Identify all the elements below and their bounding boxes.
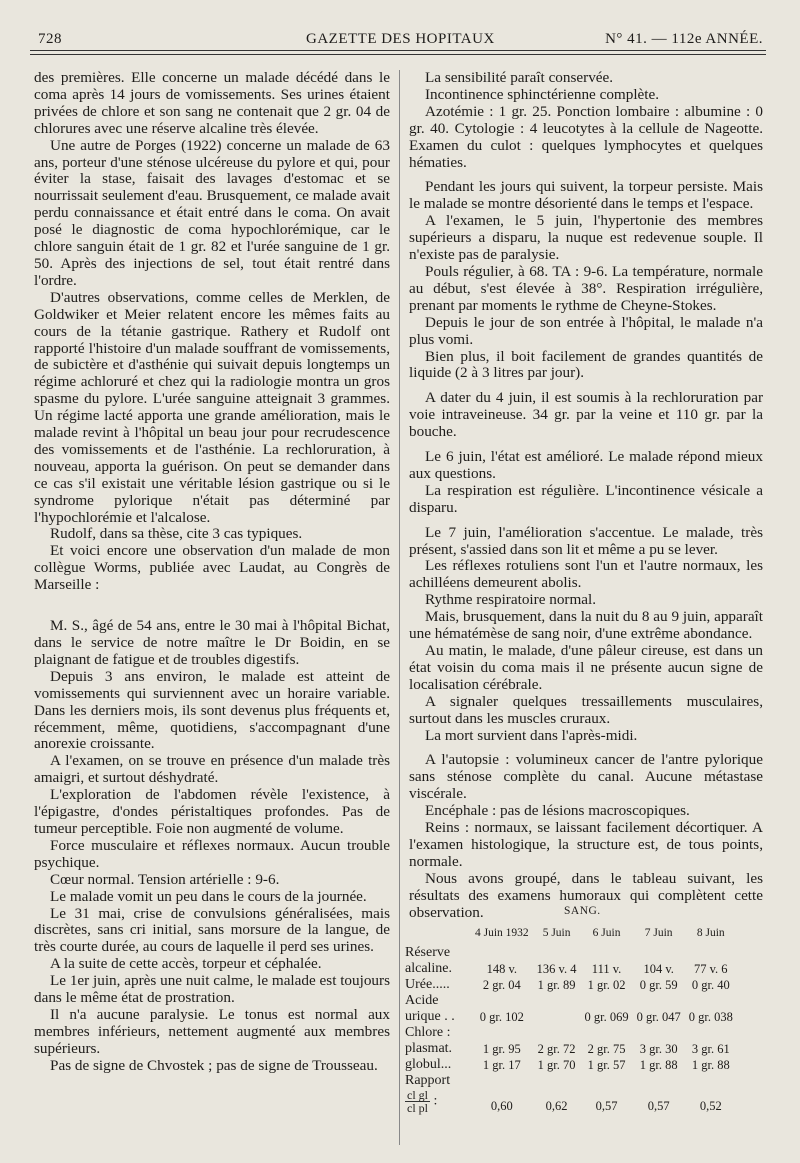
paragraph: Azotémie : 1 gr. 25. Ponction lombaire : albumine : 0 gr. 40. Cytologie : 4 leucotytes à la cellule de Nageotte. Examen du culot : quelques lymphocytes et quelques hématies. — [409, 102, 763, 171]
paragraph: La mort survient dans l'après-midi. — [425, 726, 638, 744]
paragraph: M. S., âgé de 54 ans, entre le 30 mai à l'hôpital Bichat, dans le service de notre maître le Dr Boidin, en se plaignant de fatigue et de troubles digestifs. — [34, 617, 390, 668]
column-separator — [399, 70, 400, 1145]
paragraph: A l'examen, on se trouve en présence d'un malade très amaigri, et surtout déshydraté. — [34, 752, 390, 787]
table-cell: 1 gr. 70 — [537, 1058, 576, 1072]
table-cell: 1 gr. 17 — [482, 1058, 521, 1072]
table-cell: 0 gr. 40 — [691, 978, 730, 992]
table-cell: 136 v. 4 — [536, 962, 577, 976]
table-row — [401, 1025, 737, 1041]
paragraph: Les réflexes rotuliens sont l'un et l'autre normaux, les achilléens demeurent abolis. — [409, 557, 763, 592]
paragraph: Le 1er juin, après une nuit calme, le malade est toujours dans le même état de prostration. — [34, 972, 390, 1007]
column-header: 8 Juin — [696, 927, 725, 939]
right-column — [409, 70, 763, 922]
table-cell: 148 v. — [486, 962, 518, 976]
paragraph: Encéphale : pas de lésions macroscopiques. — [425, 802, 690, 820]
paragraph: D'autres observations, comme celles de Merklen, de Goldwiker et Meier relatent encore les mêmes faits au cours de la tétanie gastrique. Rathery et Rudolf ont rapporté l'histoire d'un malade souffrant de vomissements, de subictère et d'asthénie qui suivait depuis longtemps un régime achloruré et chez qui la radiologie montra un gros spasme du pylore. L'urée sanguine atteignait 3 grammes. Un régime lacté apporta une grande amélioration, mais le malade revint à l'hôpital un beau jour pour recrudescence des vomissements et de l'asthénie. La rechloruration, à nouveau, apporta la guérison. On peut se demander dans ce cas s'il existait une véritable lésion gastrique ou si le syndrome pylorique n'était pas déterminé par l'hypochlorémie et l'alcalose. — [34, 288, 390, 526]
paragraph: Le malade vomit un peu dans le cours de la journée. — [50, 887, 367, 905]
paragraph: La respiration est régulière. L'incontinence vésicale a disparu. — [409, 481, 763, 516]
table-cell: 1 gr. 57 — [587, 1058, 626, 1072]
paragraph: Depuis le jour de son entrée à l'hôpital, le malade n'a plus vomi. — [409, 313, 763, 348]
table-row — [401, 945, 737, 961]
issue-number: N° 41. — 112e ANNÉE. — [605, 31, 763, 47]
row-label: Rapport — [405, 1073, 451, 1088]
table-row — [401, 1057, 737, 1073]
paragraph: Incontinence sphinctérienne complète. — [425, 85, 660, 103]
column-header: 5 Juin — [542, 927, 571, 939]
left-column — [34, 70, 390, 1075]
paragraph: A la suite de cette accès, torpeur et céphalée. — [50, 955, 322, 973]
paragraph: Bien plus, il boit facilement de grandes quantités de liquide (2 à 3 litres par jour). — [409, 347, 763, 382]
page-number: 728 — [38, 31, 62, 47]
ratio-fraction — [405, 1089, 430, 1114]
table-cell: 0,57 — [595, 1099, 618, 1113]
paragraph: Reins : normaux, se laissant facilement décortiquer. A l'examen histologique, la structure est, de tous points, normale. — [409, 819, 763, 870]
table-cell: 104 v. — [643, 962, 674, 976]
paragraph: A l'autopsie : volumineux cancer de l'antre pylorique sans sténose complète du canal. Aucune métastase viscérale. — [409, 751, 763, 803]
table-cell: 1 gr. 89 — [537, 978, 576, 992]
paragraph: Nous avons groupé, dans le tableau suivant, les résultats des examens humoraux qui complètent cette observation. — [409, 869, 763, 921]
row-label: plasmat. — [405, 1041, 453, 1056]
table-header-row — [401, 927, 737, 945]
paragraph: Le 7 juin, l'amélioration s'accentue. Le malade, très présent, s'assied dans son lit et même a pu se lever. — [409, 523, 763, 558]
table-cell: 0,52 — [699, 1099, 722, 1113]
row-label: Urée..... — [405, 977, 450, 992]
table-row — [401, 993, 737, 1009]
row-label: Réserve — [405, 945, 451, 960]
table-cell: 0,57 — [647, 1099, 670, 1113]
table-cell: 1 gr. 88 — [639, 1058, 678, 1072]
running-header — [38, 28, 763, 50]
table-cell: 0 gr. 102 — [479, 1010, 524, 1024]
row-label: globul... — [405, 1057, 452, 1072]
ratio-numerator: cl gl — [407, 1088, 428, 1102]
table-cell: 3 gr. 30 — [639, 1042, 678, 1056]
paragraph: A l'examen, le 5 juin, l'hypertonie des membres supérieurs a disparu, la nuque est redevenue souple. Il n'existe pas de paralysie. — [409, 212, 763, 264]
table-cell: 2 gr. 04 — [482, 978, 521, 992]
paragraph: Pendant les jours qui suivent, la torpeur persiste. Mais le malade se montre désorienté dans le temps et l'espace. — [409, 178, 763, 213]
journal-title: GAZETTE DES HOPITAUX — [306, 31, 495, 47]
paragraph: Le 31 mai, crise de convulsions généralisées, mais discrètes, sans cri initial, sans morsure de la langue, de très courte durée, au cours de laquelle il perd ses urines. — [34, 904, 390, 956]
paragraph: Une autre de Porges (1922) concerne un malade de 63 ans, porteur d'une sténose ulcéreuse du pylore et qui, pour éviter la stase, faisait des lavages d'estomac et se nourrissait seulement d'eau. Brusquement, ce malade avait perdu connaissance et était entré dans le coma. On avait posé le diagnostic de coma hypochlorémique, car le chlore sanguin était de 1 gr. 82 et l'urée sanguine de 1 gr. 50. Après des injections de sel, tout était rentré dans l'ordre. — [34, 136, 390, 289]
header-rule — [30, 54, 766, 55]
row-label: Chlore : — [405, 1025, 451, 1040]
ratio-denominator: cl pl — [407, 1101, 428, 1115]
table-row-ratio — [401, 1089, 737, 1114]
table-title: SANG. — [564, 905, 601, 917]
paragraph: Cœur normal. Tension artérielle : 9-6. — [50, 870, 280, 888]
row-label: urique . . — [405, 1009, 455, 1024]
table-cell: 77 v. 6 — [693, 962, 728, 976]
paragraph: Et voici encore une observation d'un malade de mon collègue Worms, publiée avec Laudat, au Congrès de Marseille : — [34, 542, 390, 594]
table-cell: 0 gr. 038 — [688, 1010, 733, 1024]
paragraph: L'exploration de l'abdomen révèle l'existence, à l'épigastre, d'ondes péristaltiques profondes. Pas de tumeur perceptible. Foie non augmenté de volume. — [34, 786, 390, 837]
ratio-separator: : — [433, 1093, 438, 1109]
paragraph: Depuis 3 ans environ, le malade est atteint de vomissements qui surviennent avec un horaire variable. Dans les derniers mois, ils sont devenus plus fréquents et, récemment, même, quotidiens, s'accompagnant d'une anorexie croissante. — [34, 667, 390, 753]
ratio-label — [401, 1089, 471, 1114]
paragraph: Le 6 juin, l'état est amélioré. Le malade répond mieux aux questions. — [409, 448, 763, 482]
table-row — [401, 961, 737, 977]
column-header: 6 Juin — [592, 927, 621, 939]
paragraph: A signaler quelques tressaillements musculaires, surtout dans les muscles cruraux. — [409, 692, 763, 727]
paragraph: A dater du 4 juin, il est soumis à la rechloruration par voie intraveineuse. 34 gr. par la veine et 110 gr. par la bouche. — [409, 389, 763, 441]
paragraph: La sensibilité paraît conservée. — [425, 69, 614, 86]
paragraph: Rudolf, dans sa thèse, cite 3 cas typiques. — [50, 525, 303, 543]
table-cell: 0,62 — [545, 1099, 568, 1113]
table-cell: 1 gr. 02 — [587, 978, 626, 992]
paragraph: Au matin, le malade, d'une pâleur cireuse, est dans un état voisin du coma mais il ne présente aucun signe de localisation cérébrale. — [409, 642, 763, 693]
table-cell: 2 gr. 72 — [537, 1042, 576, 1056]
column-header: 4 Juin 1932 — [475, 927, 529, 939]
table-row — [401, 1041, 737, 1057]
paragraph: Pouls régulier, à 68. TA : 9-6. La température, normale au début, s'est élevée à 38°. Respiration irrégulière, prenant par moments le rythme de Cheyne-Stokes. — [409, 262, 763, 314]
paragraph: Il n'a aucune paralysie. Le tonus est normal aux membres inférieurs, nettement augmenté aux membres supérieurs. — [34, 1005, 390, 1057]
table-cell: 0 gr. 047 — [636, 1010, 681, 1024]
table-cell — [533, 1009, 581, 1025]
paragraph: Rythme respiratoire normal. — [425, 591, 597, 609]
row-label: alcaline. — [405, 961, 453, 976]
table-row — [401, 1073, 737, 1089]
paragraph: Mais, brusquement, dans la nuit du 8 au 9 juin, apparaît une hématémèse de sang noir, d'une extrême abondance. — [409, 608, 763, 643]
table-cell: 0 gr. 069 — [584, 1010, 629, 1024]
blood-table — [401, 927, 737, 1114]
table-cell: 0 gr. 59 — [639, 978, 678, 992]
paragraph: des premières. Elle concerne un malade décédé dans le coma après 14 jours de vomissements. Ses urines étaient privées de chlore et son sang ne contenait que 2 gr. 04 de chlorures avec une réserve alcaline très élevée. — [34, 69, 390, 137]
table-cell: 1 gr. 88 — [691, 1058, 730, 1072]
table-cell: 1 gr. 95 — [482, 1042, 521, 1056]
row-label: Acide — [405, 993, 439, 1008]
table-cell: 0,60 — [490, 1099, 513, 1113]
paragraph: Pas de signe de Chvostek ; pas de signe de Trousseau. — [50, 1056, 378, 1074]
column-header: 7 Juin — [644, 927, 673, 939]
table-cell: 2 gr. 75 — [587, 1042, 626, 1056]
table-cell: 3 gr. 61 — [691, 1042, 730, 1056]
table-row — [401, 1009, 737, 1025]
table-cell: 111 v. — [591, 962, 622, 976]
paragraph: Force musculaire et réflexes normaux. Aucun trouble psychique. — [34, 836, 390, 871]
table-row — [401, 977, 737, 993]
header-rule — [30, 50, 766, 51]
